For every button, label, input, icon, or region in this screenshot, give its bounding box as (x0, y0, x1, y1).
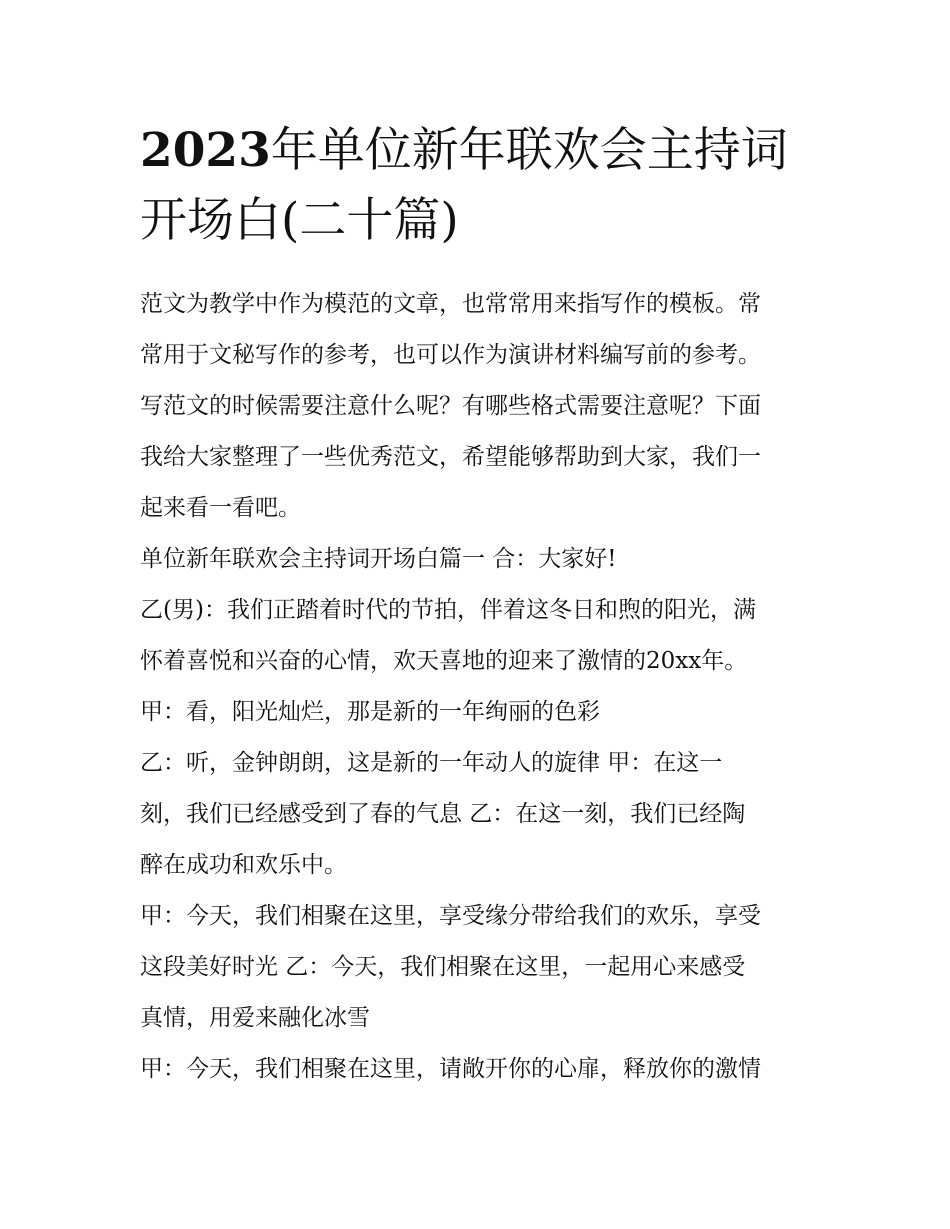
body-line: 甲：看，阳光灿烂，那是新的一年绚丽的色彩 (140, 699, 600, 725)
document-title (140, 116, 820, 256)
body-line: 范文为教学中作为模范的文章，也常常用来指写作的模板。常 (140, 291, 761, 317)
body-line: 起来看一看吧。 (140, 495, 301, 521)
body-line: 甲：今天，我们相聚在这里，请敞开你的心扉，释放你的激情 (140, 1056, 761, 1082)
body-line: 真情，用爱来融化冰雪 (140, 1005, 370, 1031)
body-line: 刻，我们已经感受到了春的气息 乙：在这一刻，我们已经陶 (140, 801, 746, 827)
body-line: 我给大家整理了一些优秀范文，希望能够帮助到大家，我们一 (140, 444, 761, 470)
body-line: 乙：听，金钟朗朗，这是新的一年动人的旋律 甲：在这一 (140, 750, 723, 776)
body-line: 怀着喜悦和兴奋的心情，欢天喜地的迎来了激情的20xx年。 (140, 648, 748, 674)
body-line: 这段美好时光 乙：今天，我们相聚在这里，一起用心来感受 (140, 954, 746, 980)
body-line: 写范文的时候需要注意什么呢？有哪些格式需要注意呢？下面 (140, 393, 761, 419)
body-line: 甲：今天，我们相聚在这里，享受缘分带给我们的欢乐，享受 (140, 903, 761, 929)
title-line-2: 开场白(二十篇) (140, 193, 459, 248)
section-heading-line: 单位新年联欢会主持词开场白篇一 合：大家好! (140, 546, 617, 572)
title-year: 2023 (140, 123, 271, 178)
body-line: 醉在成功和欢乐中。 (140, 852, 347, 878)
document-body (140, 279, 820, 1095)
body-line: 常用于文秘写作的参考，也可以作为演讲材料编写前的参考。 (140, 342, 761, 368)
title-text: 年单位新年联欢会主持词 (270, 123, 788, 178)
title-line-1 (140, 116, 820, 186)
body-line: 乙(男)：我们正踏着时代的节拍，伴着这冬日和煦的阳光，满 (140, 597, 756, 623)
